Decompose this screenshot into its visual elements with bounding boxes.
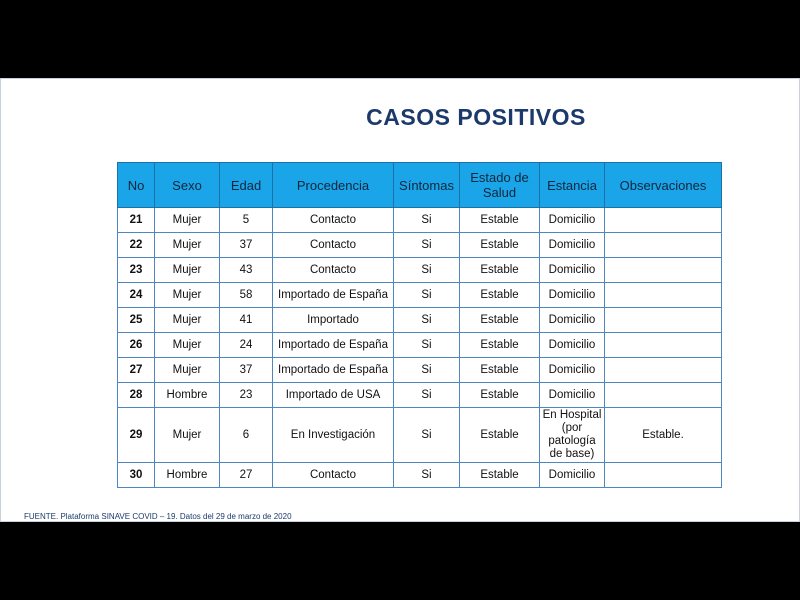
cell-procedencia: Contacto bbox=[273, 208, 394, 233]
cell-sintomas: Si bbox=[394, 258, 460, 283]
header-observaciones: Observaciones bbox=[605, 163, 722, 208]
cell-sexo: Hombre bbox=[155, 383, 220, 408]
cell-sintomas: Si bbox=[394, 358, 460, 383]
cell-no: 26 bbox=[118, 333, 155, 358]
table-row bbox=[118, 383, 722, 408]
cell-sexo: Mujer bbox=[155, 208, 220, 233]
cell-no: 30 bbox=[118, 463, 155, 488]
cell-sintomas: Si bbox=[394, 408, 460, 463]
header-estado-salud: Estado de Salud bbox=[460, 163, 540, 208]
cell-edad: 24 bbox=[220, 333, 273, 358]
header-estancia: Estancia bbox=[540, 163, 605, 208]
header-no: No bbox=[118, 163, 155, 208]
cell-procedencia: En Investigación bbox=[273, 408, 394, 463]
cell-estancia: Domicilio bbox=[540, 258, 605, 283]
cell-edad: 6 bbox=[220, 408, 273, 463]
cell-estancia: Domicilio bbox=[540, 233, 605, 258]
cell-edad: 41 bbox=[220, 308, 273, 333]
source-footnote: FUENTE. Plataforma SINAVE COVID – 19. Datos del 29 de marzo de 2020 bbox=[24, 512, 292, 521]
cell-procedencia: Contacto bbox=[273, 258, 394, 283]
cell-estado-salud: Estable bbox=[460, 333, 540, 358]
header-sexo: Sexo bbox=[155, 163, 220, 208]
cell-observaciones bbox=[605, 308, 722, 333]
cell-sintomas: Si bbox=[394, 308, 460, 333]
cases-table bbox=[117, 162, 722, 488]
cell-procedencia: Contacto bbox=[273, 233, 394, 258]
cell-no: 21 bbox=[118, 208, 155, 233]
cell-no: 29 bbox=[118, 408, 155, 463]
cell-procedencia: Importado de España bbox=[273, 283, 394, 308]
cell-sexo: Mujer bbox=[155, 308, 220, 333]
cell-estancia: Domicilio bbox=[540, 333, 605, 358]
cell-procedencia: Importado de España bbox=[273, 333, 394, 358]
cell-sexo: Mujer bbox=[155, 233, 220, 258]
cell-estado-salud: Estable bbox=[460, 258, 540, 283]
cell-sintomas: Si bbox=[394, 383, 460, 408]
cell-edad: 43 bbox=[220, 258, 273, 283]
cell-estancia: Domicilio bbox=[540, 358, 605, 383]
cell-observaciones bbox=[605, 333, 722, 358]
cell-estancia: Domicilio bbox=[540, 463, 605, 488]
cell-edad: 23 bbox=[220, 383, 273, 408]
cell-observaciones bbox=[605, 208, 722, 233]
cell-estado-salud: Estable bbox=[460, 233, 540, 258]
table-row bbox=[118, 358, 722, 383]
cell-sintomas: Si bbox=[394, 283, 460, 308]
cell-estado-salud: Estable bbox=[460, 283, 540, 308]
cell-no: 27 bbox=[118, 358, 155, 383]
cell-sexo: Hombre bbox=[155, 463, 220, 488]
cell-estado-salud: Estable bbox=[460, 308, 540, 333]
cell-sexo: Mujer bbox=[155, 283, 220, 308]
cell-procedencia: Importado bbox=[273, 308, 394, 333]
table-row bbox=[118, 233, 722, 258]
cell-no: 22 bbox=[118, 233, 155, 258]
cell-estancia: Domicilio bbox=[540, 383, 605, 408]
header-edad: Edad bbox=[220, 163, 273, 208]
cell-procedencia: Contacto bbox=[273, 463, 394, 488]
cell-estado-salud: Estable bbox=[460, 383, 540, 408]
cell-estado-salud: Estable bbox=[460, 208, 540, 233]
cell-estancia: Domicilio bbox=[540, 283, 605, 308]
cell-procedencia: Importado de USA bbox=[273, 383, 394, 408]
cell-sintomas: Si bbox=[394, 233, 460, 258]
cell-observaciones: Estable. bbox=[605, 408, 722, 463]
cell-no: 23 bbox=[118, 258, 155, 283]
cell-estado-salud: Estable bbox=[460, 358, 540, 383]
table-row bbox=[118, 463, 722, 488]
cell-procedencia: Importado de España bbox=[273, 358, 394, 383]
header-sintomas: Síntomas bbox=[394, 163, 460, 208]
table-row bbox=[118, 208, 722, 233]
table-row bbox=[118, 408, 722, 463]
table-row bbox=[118, 283, 722, 308]
cell-sintomas: Si bbox=[394, 208, 460, 233]
cell-observaciones bbox=[605, 258, 722, 283]
cell-no: 24 bbox=[118, 283, 155, 308]
cell-no: 28 bbox=[118, 383, 155, 408]
cell-observaciones bbox=[605, 358, 722, 383]
cell-observaciones bbox=[605, 463, 722, 488]
cell-sexo: Mujer bbox=[155, 358, 220, 383]
header-procedencia: Procedencia bbox=[273, 163, 394, 208]
table-row bbox=[118, 333, 722, 358]
cell-observaciones bbox=[605, 383, 722, 408]
cell-sintomas: Si bbox=[394, 333, 460, 358]
cell-estancia: Domicilio bbox=[540, 308, 605, 333]
cell-sexo: Mujer bbox=[155, 333, 220, 358]
cell-estancia: Domicilio bbox=[540, 208, 605, 233]
cell-sexo: Mujer bbox=[155, 258, 220, 283]
table-header-row bbox=[118, 163, 722, 208]
cell-edad: 58 bbox=[220, 283, 273, 308]
cell-estado-salud: Estable bbox=[460, 463, 540, 488]
table-row bbox=[118, 308, 722, 333]
cell-no: 25 bbox=[118, 308, 155, 333]
cell-sintomas: Si bbox=[394, 463, 460, 488]
cell-edad: 37 bbox=[220, 233, 273, 258]
cell-sexo: Mujer bbox=[155, 408, 220, 463]
cell-observaciones bbox=[605, 283, 722, 308]
cell-edad: 5 bbox=[220, 208, 273, 233]
cell-estado-salud: Estable bbox=[460, 408, 540, 463]
table-row bbox=[118, 258, 722, 283]
cell-observaciones bbox=[605, 233, 722, 258]
cell-edad: 27 bbox=[220, 463, 273, 488]
cell-edad: 37 bbox=[220, 358, 273, 383]
page-title: CASOS POSITIVOS bbox=[366, 104, 586, 130]
cell-estancia: En Hospital (por patología de base) bbox=[540, 408, 605, 463]
